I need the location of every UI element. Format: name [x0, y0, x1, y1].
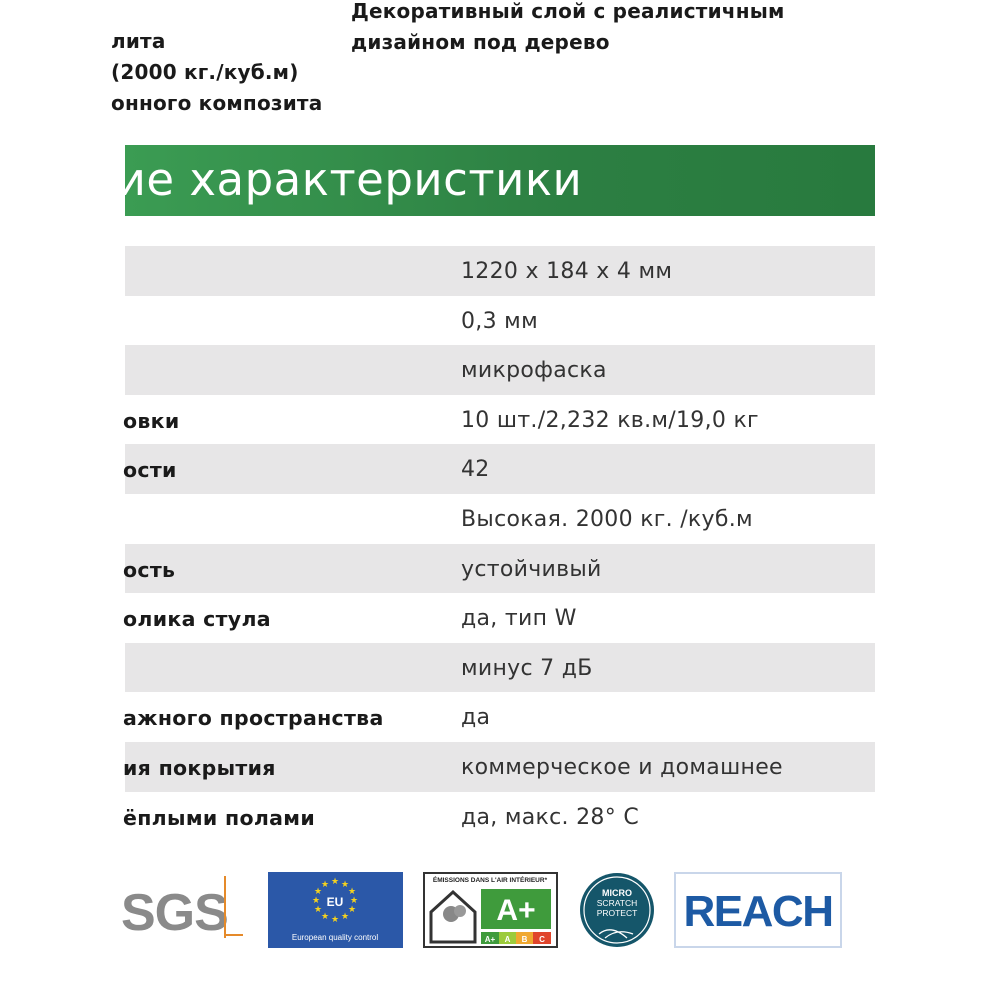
decor-line-1: Декоративный слой с реалистичным [351, 0, 785, 23]
micro-text-line-1: MICRO [602, 888, 632, 898]
product-spec-sheet [89, 0, 875, 1000]
spec-row [125, 643, 875, 693]
spec-label: ёплыми полами [123, 805, 315, 830]
svg-text:★: ★ [349, 896, 359, 906]
spec-label: ости [123, 458, 177, 483]
scale-a-plus-label: A+ [484, 935, 496, 944]
svg-text:★: ★ [340, 912, 350, 922]
spec-row [125, 742, 875, 792]
eu-mark-text: EU [326, 895, 344, 909]
spec-row [125, 593, 875, 643]
spec-value: микрофаска [461, 358, 607, 384]
spec-label: олика стула [123, 607, 271, 632]
scale-a-label: A [504, 935, 511, 944]
spec-value: 1220 x 184 x 4 мм [461, 259, 673, 284]
scale-c-label: C [539, 935, 545, 944]
spec-row [125, 494, 875, 544]
sgs-logo [121, 872, 250, 952]
emission-cloud-icon [454, 905, 466, 917]
spec-label: ость [123, 557, 176, 582]
spec-row [125, 246, 875, 296]
scale-b-label: B [521, 935, 528, 944]
spec-row [125, 792, 875, 842]
emissions-grade-text: A+ [496, 894, 536, 927]
spec-label: овки [123, 408, 180, 433]
reach-logo [674, 872, 842, 948]
svg-text:★: ★ [313, 887, 323, 897]
svg-text:★: ★ [311, 896, 321, 906]
material-line-1: лита [111, 29, 166, 53]
reach-text: REACH [683, 887, 833, 936]
spec-label: ия покрытия [123, 755, 276, 780]
spec-value: Высокая. 2000 кг. /куб.м [461, 506, 753, 532]
micro-scratch-protect-logo [577, 872, 657, 952]
spec-value: коммерческое и домашнее [461, 754, 783, 780]
emissions-label-logo [423, 872, 558, 948]
decor-line-2: дизайном под дерево [351, 30, 610, 54]
section-title: кие характеристики [89, 153, 583, 206]
material-description-cropped [111, 26, 351, 119]
spec-label: ажного пространства [123, 706, 384, 731]
spec-value: 0,3 мм [461, 308, 538, 334]
svg-text:★: ★ [320, 880, 330, 890]
spec-row [125, 544, 875, 594]
svg-text:★: ★ [347, 905, 357, 915]
spec-row [125, 444, 875, 494]
material-line-2: (2000 кг./куб.м) [111, 60, 299, 84]
decor-layer-description [351, 0, 891, 58]
micro-text-line-2: SCRATCH [596, 898, 638, 908]
spec-value: да, макс. 28° С [461, 804, 639, 830]
spec-row [125, 395, 875, 445]
certification-logos [121, 872, 875, 952]
svg-text:★: ★ [347, 887, 357, 897]
svg-text:★: ★ [330, 877, 340, 887]
emissions-header-text: ÉMISSIONS DANS L'AIR INTÉRIEUR* [432, 877, 548, 884]
svg-text:★: ★ [330, 915, 340, 925]
sgs-text: SGS [121, 884, 228, 942]
eu-caption-text: European quality control [291, 933, 379, 942]
svg-text:★: ★ [320, 912, 330, 922]
spec-value: 42 [461, 457, 490, 483]
eu-quality-logo [268, 872, 403, 948]
spec-value: да [461, 705, 491, 731]
spec-value: устойчивый [461, 556, 602, 582]
spec-table [125, 246, 875, 841]
spec-row [125, 692, 875, 742]
material-line-3: онного композита [111, 91, 323, 115]
svg-text:★: ★ [313, 905, 323, 915]
spec-row [125, 296, 875, 346]
svg-text:★: ★ [340, 880, 350, 890]
spec-value: да, тип W [461, 606, 577, 632]
spec-value: 10 шт./2,232 кв.м/19,0 кг [461, 407, 759, 433]
spec-row [125, 345, 875, 395]
section-banner [89, 145, 875, 216]
spec-value: минус 7 дБ [461, 655, 593, 681]
micro-text-line-3: PROTECT [596, 908, 638, 918]
